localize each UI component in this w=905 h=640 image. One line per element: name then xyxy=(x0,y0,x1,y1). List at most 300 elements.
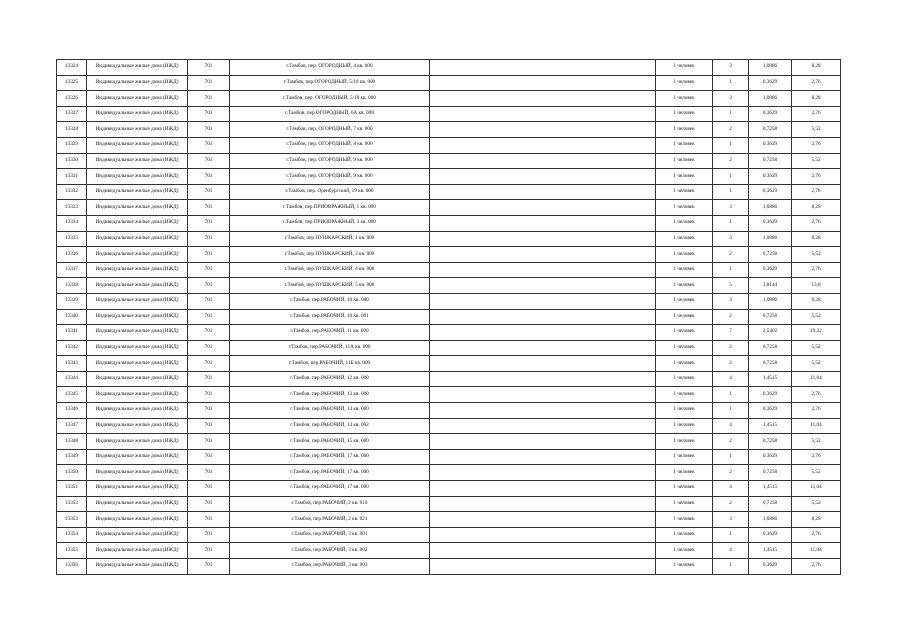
amount-cell: 2,76 xyxy=(792,559,841,575)
address-cell: г.Тамбов, пер. Оренбургский, 19 кв. 000 xyxy=(230,184,430,200)
record-id-cell: 13324 xyxy=(57,60,87,76)
address-cell: г.Тамбов, пер.ПУШКАРСКИЙ, 3 кв. 000 xyxy=(230,247,430,263)
quantity-cell: 2 xyxy=(713,356,749,372)
empty-cell xyxy=(430,371,656,387)
address-cell: г.Тамбов, пер.ОГОРОДНЫЙ, 6А кв. 000 xyxy=(230,106,430,122)
building-type-cell: Индивидуальные жилые дома (ИЖД) xyxy=(87,75,188,91)
rate-cell: 2,5402 xyxy=(749,325,792,341)
record-id-cell: 13338 xyxy=(57,278,87,294)
unit-cell: 1 человек xyxy=(656,371,713,387)
service-code-cell: 701 xyxy=(188,309,230,325)
service-code-cell: 701 xyxy=(188,403,230,419)
quantity-cell: 3 xyxy=(713,231,749,247)
table-row xyxy=(57,184,841,200)
building-type-cell: Индивидуальные жилые дома (ИЖД) xyxy=(87,137,188,153)
service-code-cell: 701 xyxy=(188,371,230,387)
table-row xyxy=(57,153,841,169)
rate-cell: 0,3629 xyxy=(749,169,792,185)
service-code-cell: 701 xyxy=(188,60,230,76)
quantity-cell: 1 xyxy=(713,137,749,153)
quantity-cell: 3 xyxy=(713,91,749,107)
service-code-cell: 701 xyxy=(188,543,230,559)
address-cell: г.Тамбов, пер. ОГОРОДНЫЙ, 4 кв. 000 xyxy=(230,60,430,76)
rate-cell: 1,4515 xyxy=(749,371,792,387)
table-row xyxy=(57,106,841,122)
building-type-cell: Индивидуальные жилые дома (ИЖД) xyxy=(87,200,188,216)
rate-cell: 0,3629 xyxy=(749,106,792,122)
rate-cell: 1,4515 xyxy=(749,418,792,434)
record-id-cell: 13342 xyxy=(57,340,87,356)
building-type-cell: Индивидуальные жилые дома (ИЖД) xyxy=(87,481,188,497)
empty-cell xyxy=(430,449,656,465)
table-row xyxy=(57,418,841,434)
unit-cell: 1 человек xyxy=(656,449,713,465)
rate-cell: 0,7258 xyxy=(749,340,792,356)
empty-cell xyxy=(430,481,656,497)
quantity-cell: 2 xyxy=(713,465,749,481)
record-id-cell: 13344 xyxy=(57,371,87,387)
table-row xyxy=(57,60,841,76)
empty-cell xyxy=(430,75,656,91)
table-row xyxy=(57,278,841,294)
unit-cell: 1 человек xyxy=(656,247,713,263)
building-type-cell: Индивидуальные жилые дома (ИЖД) xyxy=(87,247,188,263)
address-cell: г.Тамбов, пер.РАБОЧИЙ, 2 кв. 010 xyxy=(230,496,430,512)
service-code-cell: 701 xyxy=(188,122,230,138)
address-cell: г.Тамбов, пер. ОГОРОДНЫЙ, 8 кв. 000 xyxy=(230,137,430,153)
amount-cell: 8,28 xyxy=(792,231,841,247)
address-cell: г.Тамбов, пер.РАБОЧИЙ, 3 кв. 002 xyxy=(230,543,430,559)
record-id-cell: 13349 xyxy=(57,449,87,465)
amount-cell: 8,28 xyxy=(792,91,841,107)
amount-cell: 5,52 xyxy=(792,309,841,325)
amount-cell: 5,52 xyxy=(792,153,841,169)
table-row xyxy=(57,137,841,153)
building-type-cell: Индивидуальные жилые дома (ИЖД) xyxy=(87,91,188,107)
empty-cell xyxy=(430,543,656,559)
unit-cell: 1 человек xyxy=(656,559,713,575)
unit-cell: 1 человек xyxy=(656,153,713,169)
amount-cell: 2,76 xyxy=(792,527,841,543)
unit-cell: 1 человек xyxy=(656,434,713,450)
address-cell: г.Тамбов, пер.РАБОЧИЙ, 10 кв. 001 xyxy=(230,309,430,325)
record-id-cell: 13327 xyxy=(57,106,87,122)
empty-cell xyxy=(430,91,656,107)
service-code-cell: 701 xyxy=(188,559,230,575)
table-row xyxy=(57,387,841,403)
building-type-cell: Индивидуальные жилые дома (ИЖД) xyxy=(87,449,188,465)
rate-cell: 0,3629 xyxy=(749,527,792,543)
empty-cell xyxy=(430,403,656,419)
empty-cell xyxy=(430,293,656,309)
quantity-cell: 1 xyxy=(713,403,749,419)
table-row xyxy=(57,309,841,325)
rate-cell: 0,7258 xyxy=(749,465,792,481)
record-id-cell: 13339 xyxy=(57,293,87,309)
table-row xyxy=(57,403,841,419)
building-type-cell: Индивидуальные жилые дома (ИЖД) xyxy=(87,278,188,294)
record-id-cell: 13347 xyxy=(57,418,87,434)
address-cell: г.Тамбов, пер.ПУШКАРСКИЙ, 1 кв. 000 xyxy=(230,231,430,247)
unit-cell: 1 человек xyxy=(656,543,713,559)
address-cell: г.Тамбов, пер.РАБОЧИЙ, 3 кв. 001 xyxy=(230,527,430,543)
unit-cell: 1 человек xyxy=(656,137,713,153)
service-code-cell: 701 xyxy=(188,356,230,372)
record-id-cell: 13334 xyxy=(57,215,87,231)
quantity-cell: 2 xyxy=(713,122,749,138)
record-id-cell: 13348 xyxy=(57,434,87,450)
address-cell: г.Тамбов, пер.РАБОЧИЙ, 10 кв. 000 xyxy=(230,293,430,309)
empty-cell xyxy=(430,309,656,325)
address-cell: г.Тамбов, пер.РАБОЧИЙ, 17 кв. 000 xyxy=(230,465,430,481)
empty-cell xyxy=(430,465,656,481)
service-code-cell: 701 xyxy=(188,247,230,263)
empty-cell xyxy=(430,527,656,543)
record-id-cell: 13356 xyxy=(57,559,87,575)
rate-cell: 0,3629 xyxy=(749,75,792,91)
empty-cell xyxy=(430,60,656,76)
service-code-cell: 701 xyxy=(188,137,230,153)
service-code-cell: 701 xyxy=(188,512,230,528)
address-cell: г.Тамбов, пер.ОГОРОДНЫЙ, 5/18 кв. 000 xyxy=(230,75,430,91)
amount-cell: 2,76 xyxy=(792,75,841,91)
record-id-cell: 13331 xyxy=(57,169,87,185)
unit-cell: 1 человек xyxy=(656,106,713,122)
amount-cell: 2,76 xyxy=(792,169,841,185)
unit-cell: 1 человек xyxy=(656,169,713,185)
building-type-cell: Индивидуальные жилые дома (ИЖД) xyxy=(87,293,188,309)
rate-cell: 0,3629 xyxy=(749,137,792,153)
record-id-cell: 13335 xyxy=(57,231,87,247)
amount-cell: 5,52 xyxy=(792,434,841,450)
building-type-cell: Индивидуальные жилые дома (ИЖД) xyxy=(87,169,188,185)
building-type-cell: Индивидуальные жилые дома (ИЖД) xyxy=(87,387,188,403)
rate-cell: 1,4515 xyxy=(749,481,792,497)
amount-cell: 5,52 xyxy=(792,122,841,138)
address-cell: г.Тамбов, пер.РАБОЧИЙ, 11Б кв. 000 xyxy=(230,356,430,372)
rate-cell: 0,7258 xyxy=(749,309,792,325)
table-row xyxy=(57,527,841,543)
table-row xyxy=(57,465,841,481)
amount-cell: 5,52 xyxy=(792,340,841,356)
quantity-cell: 2 xyxy=(713,153,749,169)
amount-cell: 2,76 xyxy=(792,449,841,465)
address-cell: г.Тамбов, пер.ПРИОВРАЖНЫЙ, 3 кв. 000 xyxy=(230,215,430,231)
empty-cell xyxy=(430,356,656,372)
amount-cell: 5,52 xyxy=(792,465,841,481)
service-code-cell: 701 xyxy=(188,340,230,356)
rate-cell: 1,0886 xyxy=(749,60,792,76)
unit-cell: 1 человек xyxy=(656,215,713,231)
service-code-cell: 701 xyxy=(188,231,230,247)
service-code-cell: 701 xyxy=(188,262,230,278)
amount-cell: 5,52 xyxy=(792,496,841,512)
empty-cell xyxy=(430,247,656,263)
quantity-cell: 3 xyxy=(713,200,749,216)
unit-cell: 1 человек xyxy=(656,340,713,356)
amount-cell: 5,52 xyxy=(792,247,841,263)
empty-cell xyxy=(430,200,656,216)
record-id-cell: 13325 xyxy=(57,75,87,91)
service-code-cell: 701 xyxy=(188,184,230,200)
address-cell: г.Тамбов, пер.РАБОЧИЙ, 3 кв. 003 xyxy=(230,559,430,575)
service-code-cell: 701 xyxy=(188,293,230,309)
quantity-cell: 2 xyxy=(713,434,749,450)
building-type-cell: Индивидуальные жилые дома (ИЖД) xyxy=(87,262,188,278)
quantity-cell: 1 xyxy=(713,169,749,185)
amount-cell: 8,28 xyxy=(792,293,841,309)
empty-cell xyxy=(430,512,656,528)
address-cell: г.Тамбов, пер.РАБОЧИЙ, 11 кв. 000 xyxy=(230,325,430,341)
quantity-cell: 2 xyxy=(713,247,749,263)
empty-cell xyxy=(430,418,656,434)
address-cell: г.Тамбов, пер.РАБОЧИЙ, 17 кв. 000 xyxy=(230,481,430,497)
rate-cell: 0,3629 xyxy=(749,449,792,465)
table-body xyxy=(57,60,841,575)
rate-cell: 0,7258 xyxy=(749,496,792,512)
unit-cell: 1 человек xyxy=(656,293,713,309)
table-row xyxy=(57,371,841,387)
address-cell: г.Тамбов, пер.РАБОЧИЙ, 12 кв. 000 xyxy=(230,371,430,387)
rate-cell: 0,7258 xyxy=(749,122,792,138)
amount-cell: 11,04 xyxy=(792,481,841,497)
service-code-cell: 701 xyxy=(188,153,230,169)
empty-cell xyxy=(430,434,656,450)
address-cell: г.Тамбов, пер. ОГОРОДНЫЙ, 7 кв. 000 xyxy=(230,122,430,138)
service-code-cell: 701 xyxy=(188,75,230,91)
record-id-cell: 13341 xyxy=(57,325,87,341)
amount-cell: 5,52 xyxy=(792,356,841,372)
record-id-cell: 13340 xyxy=(57,309,87,325)
unit-cell: 1 человек xyxy=(656,465,713,481)
address-cell: г.Тамбов, пер.РАБОЧИЙ, 11А кв. 000 xyxy=(230,340,430,356)
quantity-cell: 1 xyxy=(713,559,749,575)
empty-cell xyxy=(430,387,656,403)
table-row xyxy=(57,293,841,309)
table-row xyxy=(57,247,841,263)
unit-cell: 1 человек xyxy=(656,278,713,294)
quantity-cell: 1 xyxy=(713,449,749,465)
service-code-cell: 701 xyxy=(188,434,230,450)
quantity-cell: 2 xyxy=(713,309,749,325)
unit-cell: 1 человек xyxy=(656,200,713,216)
address-cell: г.Тамбов, пер.ПУШКАРСКИЙ, 4 кв. 000 xyxy=(230,262,430,278)
unit-cell: 1 человек xyxy=(656,481,713,497)
rate-cell: 0,3629 xyxy=(749,559,792,575)
service-code-cell: 701 xyxy=(188,106,230,122)
service-code-cell: 701 xyxy=(188,325,230,341)
address-cell: г.Тамбов, пер.РАБОЧИЙ, 2 кв. 021 xyxy=(230,512,430,528)
table-row xyxy=(57,559,841,575)
quantity-cell: 5 xyxy=(713,278,749,294)
rate-cell: 0,7258 xyxy=(749,153,792,169)
amount-cell: 8,28 xyxy=(792,512,841,528)
table-row xyxy=(57,200,841,216)
empty-cell xyxy=(430,184,656,200)
empty-cell xyxy=(430,231,656,247)
address-cell: г.Тамбов, пер.ПРИОВРАЖНЫЙ, 1 кв. 000 xyxy=(230,200,430,216)
unit-cell: 1 человек xyxy=(656,387,713,403)
unit-cell: 1 человек xyxy=(656,184,713,200)
empty-cell xyxy=(430,122,656,138)
empty-cell xyxy=(430,106,656,122)
rate-cell: 0,7258 xyxy=(749,356,792,372)
building-type-cell: Индивидуальные жилые дома (ИЖД) xyxy=(87,418,188,434)
table-row xyxy=(57,340,841,356)
quantity-cell: 4 xyxy=(713,371,749,387)
building-type-cell: Индивидуальные жилые дома (ИЖД) xyxy=(87,527,188,543)
record-id-cell: 13337 xyxy=(57,262,87,278)
unit-cell: 1 человек xyxy=(656,418,713,434)
unit-cell: 1 человек xyxy=(656,262,713,278)
address-cell: г.Тамбов, пер.РАБОЧИЙ, 13 кв. 000 xyxy=(230,387,430,403)
empty-cell xyxy=(430,278,656,294)
record-id-cell: 13330 xyxy=(57,153,87,169)
building-type-cell: Индивидуальные жилые дома (ИЖД) xyxy=(87,106,188,122)
unit-cell: 1 человек xyxy=(656,91,713,107)
address-cell: г.Тамбов, пер.РАБОЧИЙ, 17 кв. 000 xyxy=(230,449,430,465)
building-type-cell: Индивидуальные жилые дома (ИЖД) xyxy=(87,465,188,481)
rate-cell: 0,3629 xyxy=(749,403,792,419)
unit-cell: 1 человек xyxy=(656,403,713,419)
record-id-cell: 13351 xyxy=(57,481,87,497)
building-type-cell: Индивидуальные жилые дома (ИЖД) xyxy=(87,371,188,387)
amount-cell: 2,76 xyxy=(792,106,841,122)
amount-cell: 2,76 xyxy=(792,184,841,200)
quantity-cell: 1 xyxy=(713,75,749,91)
building-type-cell: Индивидуальные жилые дома (ИЖД) xyxy=(87,543,188,559)
table-row xyxy=(57,356,841,372)
quantity-cell: 1 xyxy=(713,215,749,231)
service-code-cell: 701 xyxy=(188,449,230,465)
unit-cell: 1 человек xyxy=(656,325,713,341)
registry-table xyxy=(56,59,841,575)
building-type-cell: Индивидуальные жилые дома (ИЖД) xyxy=(87,512,188,528)
rate-cell: 0,7258 xyxy=(749,247,792,263)
empty-cell xyxy=(430,496,656,512)
address-cell: г.Тамбов, пер.РАБОЧИЙ, 15 кв. 000 xyxy=(230,434,430,450)
quantity-cell: 3 xyxy=(713,293,749,309)
amount-cell: 2,76 xyxy=(792,262,841,278)
record-id-cell: 13353 xyxy=(57,512,87,528)
table-row xyxy=(57,215,841,231)
building-type-cell: Индивидуальные жилые дома (ИЖД) xyxy=(87,215,188,231)
service-code-cell: 701 xyxy=(188,169,230,185)
table-row xyxy=(57,262,841,278)
table-row xyxy=(57,231,841,247)
address-cell: г.Тамбов, пер.ПУШКАРСКИЙ, 5 кв. 000 xyxy=(230,278,430,294)
empty-cell xyxy=(430,559,656,575)
table-row xyxy=(57,434,841,450)
table-row xyxy=(57,543,841,559)
table-row xyxy=(57,325,841,341)
empty-cell xyxy=(430,325,656,341)
empty-cell xyxy=(430,153,656,169)
quantity-cell: 2 xyxy=(713,496,749,512)
quantity-cell: 4 xyxy=(713,418,749,434)
building-type-cell: Индивидуальные жилые дома (ИЖД) xyxy=(87,231,188,247)
empty-cell xyxy=(430,340,656,356)
amount-cell: 2,76 xyxy=(792,215,841,231)
quantity-cell: 1 xyxy=(713,527,749,543)
table-row xyxy=(57,75,841,91)
amount-cell: 11,04 xyxy=(792,543,841,559)
record-id-cell: 13326 xyxy=(57,91,87,107)
service-code-cell: 701 xyxy=(188,465,230,481)
rate-cell: 0,7258 xyxy=(749,434,792,450)
quantity-cell: 1 xyxy=(713,184,749,200)
amount-cell: 8,28 xyxy=(792,60,841,76)
rate-cell: 1,0886 xyxy=(749,200,792,216)
table-row xyxy=(57,512,841,528)
amount-cell: 8,28 xyxy=(792,200,841,216)
empty-cell xyxy=(430,215,656,231)
empty-cell xyxy=(430,169,656,185)
unit-cell: 1 человек xyxy=(656,496,713,512)
amount-cell: 2,76 xyxy=(792,137,841,153)
record-id-cell: 13352 xyxy=(57,496,87,512)
amount-cell: 2,76 xyxy=(792,387,841,403)
unit-cell: 1 человек xyxy=(656,512,713,528)
quantity-cell: 1 xyxy=(713,106,749,122)
building-type-cell: Индивидуальные жилые дома (ИЖД) xyxy=(87,340,188,356)
table-row xyxy=(57,449,841,465)
rate-cell: 0,3629 xyxy=(749,215,792,231)
record-id-cell: 13346 xyxy=(57,403,87,419)
rate-cell: 1,0886 xyxy=(749,293,792,309)
amount-cell: 11,04 xyxy=(792,418,841,434)
table-row xyxy=(57,122,841,138)
building-type-cell: Индивидуальные жилые дома (ИЖД) xyxy=(87,434,188,450)
quantity-cell: 3 xyxy=(713,512,749,528)
empty-cell xyxy=(430,137,656,153)
address-cell: г.Тамбов, пер. ОГОРОДНЫЙ, 9 кв. 000 xyxy=(230,169,430,185)
record-id-cell: 13328 xyxy=(57,122,87,138)
address-cell: г.Тамбов, пер.РАБОЧИЙ, 14 кв. 000 xyxy=(230,403,430,419)
building-type-cell: Индивидуальные жилые дома (ИЖД) xyxy=(87,403,188,419)
building-type-cell: Индивидуальные жилые дома (ИЖД) xyxy=(87,325,188,341)
unit-cell: 1 человек xyxy=(656,356,713,372)
rate-cell: 0,3629 xyxy=(749,387,792,403)
rate-cell: 1,8144 xyxy=(749,278,792,294)
service-code-cell: 701 xyxy=(188,527,230,543)
service-code-cell: 701 xyxy=(188,496,230,512)
record-id-cell: 13333 xyxy=(57,200,87,216)
building-type-cell: Индивидуальные жилые дома (ИЖД) xyxy=(87,496,188,512)
rate-cell: 1,0886 xyxy=(749,512,792,528)
record-id-cell: 13354 xyxy=(57,527,87,543)
table-row xyxy=(57,481,841,497)
building-type-cell: Индивидуальные жилые дома (ИЖД) xyxy=(87,60,188,76)
service-code-cell: 701 xyxy=(188,215,230,231)
address-cell: г.Тамбов, пер.РАБОЧИЙ, 14 кв. 002 xyxy=(230,418,430,434)
quantity-cell: 7 xyxy=(713,325,749,341)
building-type-cell: Индивидуальные жилые дома (ИЖД) xyxy=(87,122,188,138)
quantity-cell: 4 xyxy=(713,543,749,559)
address-cell: г.Тамбов, пер. ОГОРОДНЫЙ, 5/18 кв. 000 xyxy=(230,91,430,107)
rate-cell: 0,3629 xyxy=(749,262,792,278)
service-code-cell: 701 xyxy=(188,481,230,497)
record-id-cell: 13329 xyxy=(57,137,87,153)
rate-cell: 1,4515 xyxy=(749,543,792,559)
record-id-cell: 13350 xyxy=(57,465,87,481)
address-cell: г.Тамбов, пер. ОГОРОДНЫЙ, 9 кв. 000 xyxy=(230,153,430,169)
building-type-cell: Индивидуальные жилые дома (ИЖД) xyxy=(87,184,188,200)
quantity-cell: 3 xyxy=(713,60,749,76)
record-id-cell: 13332 xyxy=(57,184,87,200)
unit-cell: 1 человек xyxy=(656,75,713,91)
service-code-cell: 701 xyxy=(188,387,230,403)
